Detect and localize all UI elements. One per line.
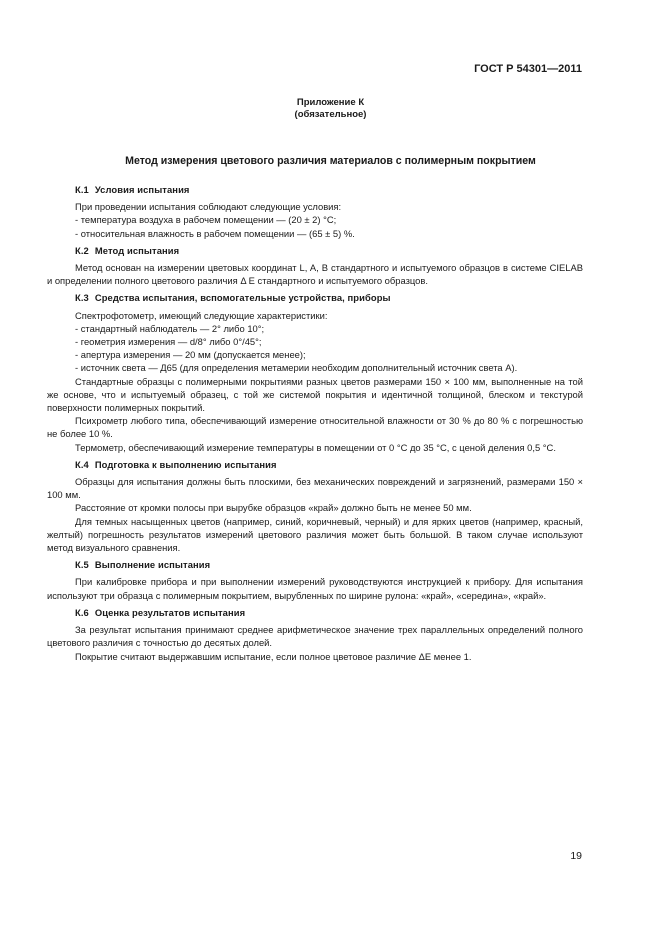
appendix-label: Приложение К: [296, 97, 365, 108]
paragraph: Метод основан на измерении цветовых координат L, A, B стандартного и испытуемого образцов в системе CIELAB и определении полного цветового различия Δ E стандартного и испытуемого образцов.: [47, 262, 583, 287]
section-number: К.3: [75, 292, 89, 304]
section-title: Метод испытания: [94, 244, 180, 256]
paragraph: Покрытие считают выдержавшим испытание, если полное цветовое различие ΔE менее 1.: [75, 650, 472, 662]
section-title: Оценка результатов испытания: [94, 606, 246, 618]
list-item: - относительная влажность в рабочем помещении — (65 ± 5) %.: [75, 227, 355, 239]
list-item: - геометрия измерения — d/8° либо 0°/45°;: [75, 336, 262, 348]
section-number: К.2: [75, 244, 89, 256]
paragraph: Термометр, обеспечивающий измерение температуры в помещении от 0 °С до 35 °С, с ценой деления 0,5 °С.: [75, 441, 556, 453]
paragraph: Спектрофотометр, имеющий следующие характеристики:: [75, 309, 328, 321]
section-heading-k2: [75, 244, 583, 257]
section-number: К.1: [75, 184, 89, 195]
section-number: К.4: [75, 458, 89, 470]
section-title: Условия испытания: [94, 184, 190, 195]
appendix-status: (обязательное): [294, 109, 367, 120]
section-number: К.5: [75, 559, 89, 571]
paragraph: Для темных насыщенных цветов (например, синий, коричневый, черный) и для ярких цветов (например, красный, желтый) погрешность результатов измерений цветового различия может быть большой. В таком случае используют метод визуального сравнения.: [47, 515, 583, 554]
list-item: - источник света — Д65 (для определения метамерии необходим дополнительный источник света А).: [75, 362, 518, 374]
section-heading-k3: [75, 291, 583, 304]
appendix-heading: [0, 97, 661, 121]
paragraph: Расстояние от кромки полосы при вырубке образцов «край» должно быть не менее 50 мм.: [75, 502, 472, 514]
paragraph: Психрометр любого типа, обеспечивающий измерение относительной влажности от 30 % до 80 % с погрешностью не более 10 %.: [47, 415, 583, 440]
list-item: - температура воздуха в рабочем помещении — (20 ± 2) °С;: [75, 214, 337, 226]
page-number: 19: [570, 850, 582, 862]
section-title: Средства испытания, вспомогательные устройства, приборы: [94, 292, 391, 304]
section-title: Подготовка к выполнению испытания: [94, 458, 277, 470]
section-heading-k4: [75, 458, 583, 471]
section-heading-k6: [75, 606, 583, 619]
section-heading-k1: [75, 183, 583, 196]
standard-number: ГОСТ Р 54301—2011: [474, 63, 582, 75]
paragraph: При проведении испытания соблюдают следующие условия:: [75, 201, 342, 213]
list-item: - апертура измерения — 20 мм (допускается менее);: [75, 349, 306, 361]
section-number: К.6: [75, 606, 89, 618]
section-title: Выполнение испытания: [94, 559, 211, 571]
paragraph: Образцы для испытания должны быть плоскими, без механических повреждений и загрязнений, размерами 150 × 100 мм.: [47, 476, 583, 501]
document-body: [47, 183, 583, 667]
section-heading-k5: [75, 558, 583, 571]
list-item: - стандартный наблюдатель — 2° либо 10°;: [75, 322, 265, 334]
page-title: Метод измерения цветового различия материалов с полимерным покрытием: [125, 155, 536, 167]
paragraph: За результат испытания принимают среднее арифметическое значение трех параллельных определений полного цветового различия с точностью до десятых долей.: [47, 624, 583, 649]
paragraph: Стандартные образцы с полимерными покрытиями разных цветов размерами 150 × 100 мм, выполненные на той же основе, что и испытуемый образец, с той же системой покрытия и идентичной толщиной, блеском и текстурой поверхности полимерных покрытий.: [47, 375, 583, 414]
paragraph: При калибровке прибора и при выполнении измерений руководствуются инструкцией к прибору. Для испытания используют три образца с полимерным покрытием, вырубленных по ширине рулона: «край», «середина», «край».: [47, 576, 583, 601]
